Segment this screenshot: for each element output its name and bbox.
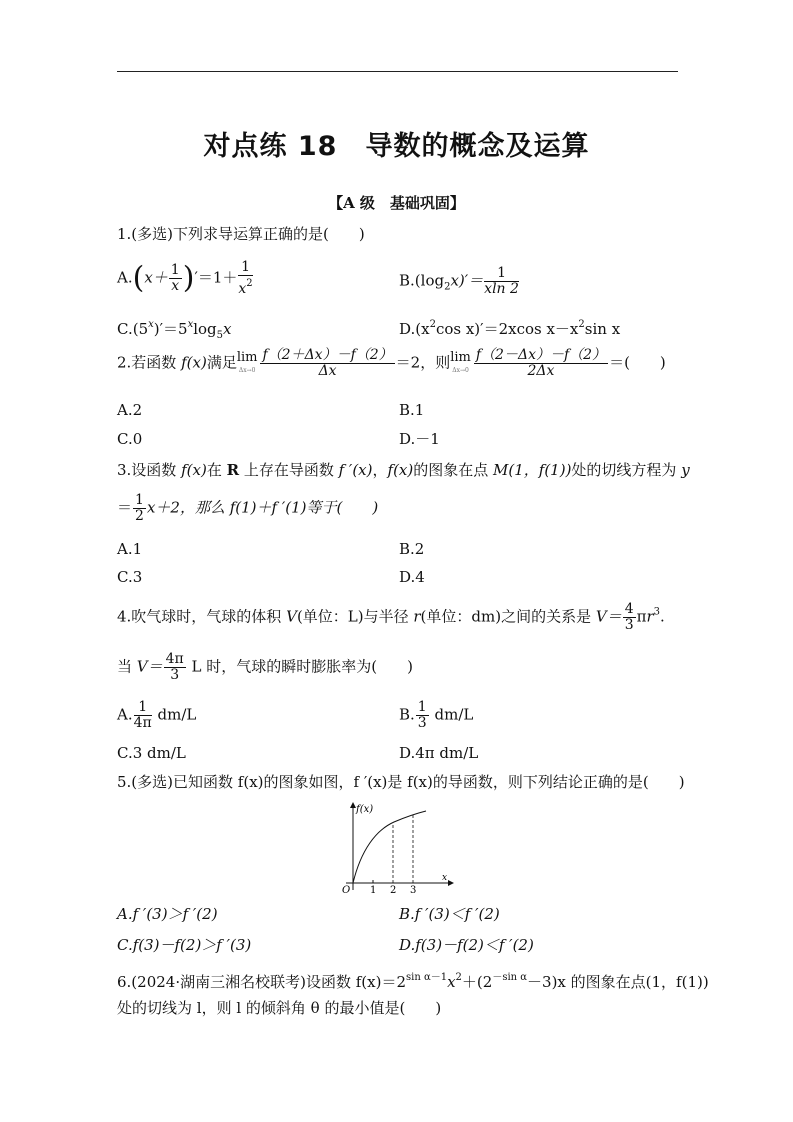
q2-option-a[interactable]: A.2: [117, 401, 143, 419]
q3-frac: $\frac{1}{2}$: [135, 492, 144, 524]
q2-frac-1: $\frac{f(2+\Delta x)-f(2)}{\Delta x}$: [262, 347, 393, 379]
q2-lim-2: lim Δx→0: [450, 349, 471, 374]
q5-stem: 5.(多选)已知函数 f(x)的图象如图，f ′(x)是 f(x)的导函数，则下列结论正确的是( ): [117, 773, 685, 791]
page-title: 对点练 18 导数的概念及运算: [203, 131, 590, 162]
q3-option-a[interactable]: A.1: [117, 540, 143, 558]
q4-line-1: 4.吹气球时，气球的体积 V(单位：L)与半径 r(单位：dm)之间的关系是 V＝ $\frac{4}{3}$ $\pi r^3$.: [117, 601, 665, 633]
q4-line-2: 当 V＝ $\frac{4\pi}{3}$ L 时，气球的瞬时膨胀率为( ): [117, 651, 413, 683]
function-curve: [353, 811, 426, 883]
graph-origin: O: [342, 885, 351, 895]
q3-option-d[interactable]: D.4: [399, 568, 425, 586]
q3-line-1: 3.设函数 f(x)在 R 上存在导函数 f ′(x)，f(x)的图象在点 M(1，f(1))处的切线方程为 y: [117, 461, 690, 479]
q6-line-2: 处的切线为 l，则 l 的倾斜角 θ 的最小值是( ): [117, 999, 442, 1017]
q6-line-1: 6.(2024·湖南三湘名校联考)设函数 $f(x)=2^{sin \alpha-1}x^2+(2^{-sin \alpha}-3)x$ 的图象在点(1，f(1)): [117, 972, 709, 991]
left-paren-icon: (: [132, 260, 145, 296]
q2-option-d[interactable]: D.－1: [399, 430, 440, 448]
q2-lim-1: lim Δx→0: [236, 349, 258, 374]
q3-line-2: ＝ $\frac{1}{2}$ x＋2，那么 f(1)＋f ′(1)等于( ): [117, 492, 379, 524]
q1-a-frac1: $\frac{1}{x}$: [170, 262, 180, 294]
q4-option-a[interactable]: A. $\frac{1}{4\pi}$ dm/L: [117, 699, 197, 731]
q1-option-d[interactable]: $D.(x^2\cos$ x)′＝2xcos $x-x^2\sin$ x: [399, 319, 621, 338]
section-heading: 【A 级 基础巩固】: [328, 194, 465, 212]
q5-function-graph: [336, 800, 456, 895]
q4-option-b[interactable]: B. $\frac{1}{3}$ dm/L: [399, 699, 474, 731]
q2-option-c[interactable]: C.0: [117, 430, 143, 448]
q1-a-label: A.: [117, 268, 133, 287]
q5-option-c[interactable]: C.f(3)－f(2)＞f ′(3): [117, 936, 252, 954]
q1-a-eq: ′＝1＋: [194, 268, 238, 287]
q5-option-d[interactable]: D.f(3)－f(2)＜f ′(2): [399, 936, 534, 954]
q1-stem: 1.(多选)下列求导运算正确的是( ): [117, 225, 365, 243]
q1-a-pre: x＋: [144, 268, 168, 287]
q4-option-d[interactable]: D.4π dm/L: [399, 744, 479, 762]
graph-ylabel: f(x): [356, 804, 374, 815]
q4-frac-2: $\frac{4\pi}{3}$: [165, 651, 184, 683]
graph-tick-2: 2: [390, 885, 397, 895]
q2-option-b[interactable]: B.1: [399, 401, 425, 419]
q1-a-frac2: $\frac{1}{x^2}$: [238, 259, 253, 297]
right-paren-icon: ): [182, 260, 195, 296]
q3-option-b[interactable]: B.2: [399, 540, 425, 558]
graph-tick-1: 1: [370, 885, 377, 895]
q1-b-frac: $\frac{1}{xln 2}$: [484, 265, 519, 297]
header-rule: [117, 71, 678, 72]
q1-option-c[interactable]: $C.(5^x)'=5^x\log_5x$: [117, 319, 232, 341]
graph-tick-3: 3: [410, 885, 417, 895]
q2-stem: 2.若函数 f(x)满足lim Δx→0 $\frac{f(2+\Delta x)-f(2)}{\Delta x}$ ＝2，则lim Δx→0 $\frac{f(2-\Delta x)-f(2)}{2\Delta x}$ ＝( ): [117, 347, 666, 379]
q1-option-b[interactable]: $B.(\log_2x)'=$ $\frac{1}{xln 2}$: [399, 265, 519, 297]
q4-option-c[interactable]: C.3 dm/L: [117, 744, 186, 762]
x-axis-arrow-icon: [448, 880, 454, 886]
q1-option-a[interactable]: [117, 260, 254, 297]
q2-frac-2: $\frac{f(2-\Delta x)-f(2)}{2\Delta x}$: [475, 347, 607, 379]
q5-option-b[interactable]: B.f ′(3)＜f ′(2): [399, 905, 500, 923]
q4-frac-1: $\frac{4}{3}$: [624, 601, 634, 633]
graph-xlabel: x: [442, 873, 448, 883]
q5-option-a[interactable]: A.f ′(3)＞f ′(2): [117, 905, 218, 923]
q3-option-c[interactable]: C.3: [117, 568, 143, 586]
